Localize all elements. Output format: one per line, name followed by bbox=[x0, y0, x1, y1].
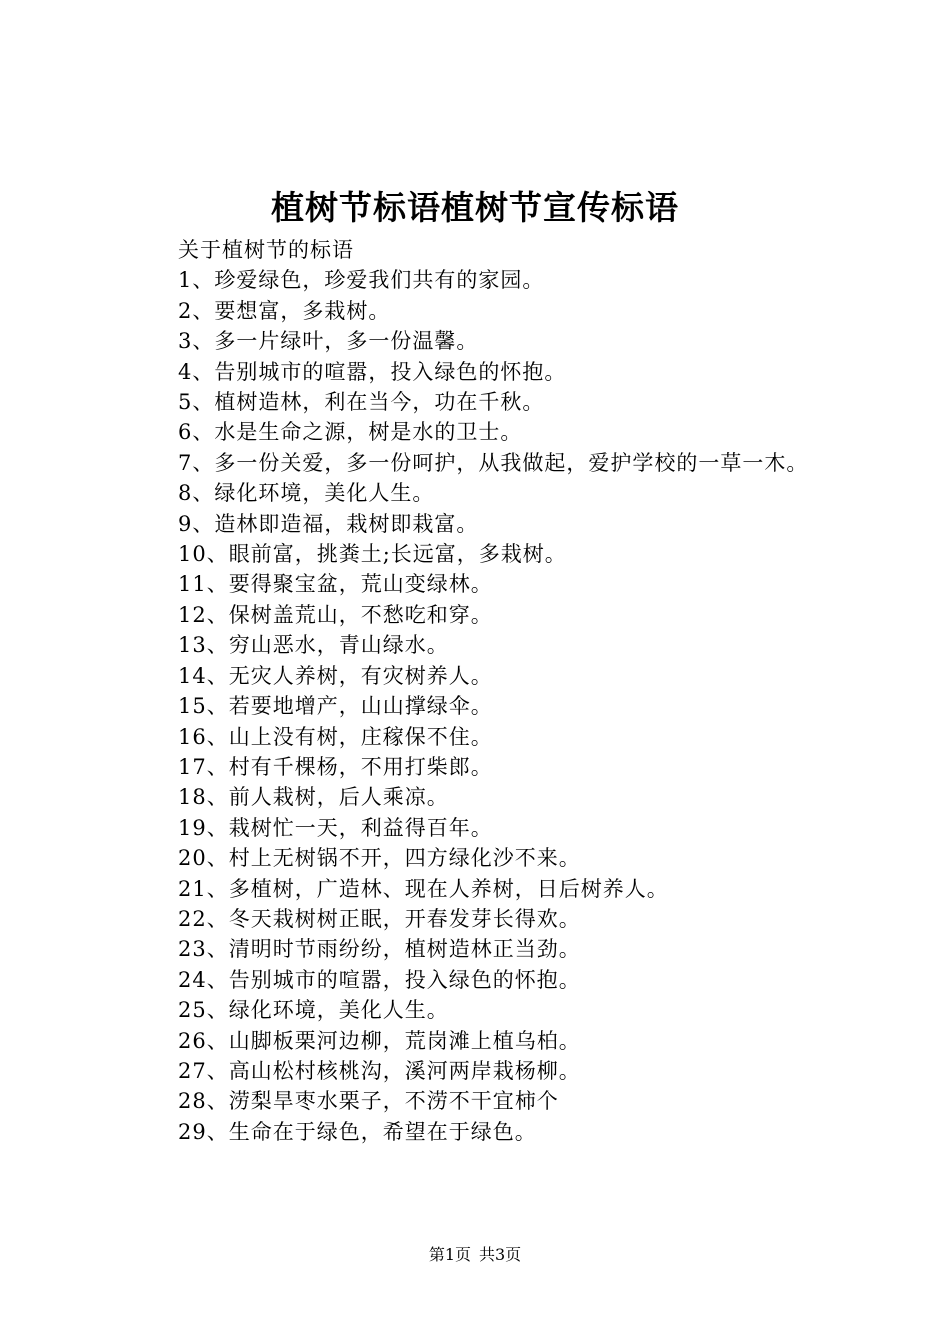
slogan-item: 19、栽树忙一天，利益得百年。 bbox=[178, 815, 493, 840]
slogan-item: 7、多一份关爱，多一份呵护，从我做起，爱护学校的一草一木。 bbox=[178, 450, 809, 475]
page-footer bbox=[0, 1244, 950, 1266]
slogan-item: 12、保树盖荒山，不愁吃和穿。 bbox=[178, 602, 493, 627]
slogan-item: 26、山脚板栗河边柳，荒岗滩上植乌柏。 bbox=[178, 1028, 581, 1053]
paragraph-heading: 关于植树节的标语 bbox=[178, 238, 354, 262]
page-total: 共3页 bbox=[479, 1245, 522, 1264]
slogan-item: 27、高山松村核桃沟，溪河两岸栽杨柳。 bbox=[178, 1058, 581, 1083]
slogan-item: 21、多植树，广造林、现在人养树，日后树养人。 bbox=[178, 876, 669, 901]
slogan-item: 29、生命在于绿色，希望在于绿色。 bbox=[178, 1119, 537, 1144]
slogan-item: 15、若要地增产，山山撑绿伞。 bbox=[178, 694, 493, 719]
slogan-item: 14、无灾人养树，有灾树养人。 bbox=[178, 663, 493, 688]
slogan-item: 17、村有千棵杨，不用打柴郎。 bbox=[178, 754, 493, 779]
slogan-item: 6、水是生命之源，树是水的卫士。 bbox=[178, 420, 523, 445]
document-body bbox=[128, 235, 838, 1147]
slogan-item: 22、冬天栽树树正眠，开春发芽长得欢。 bbox=[178, 906, 581, 931]
slogan-item: 8、绿化环境，美化人生。 bbox=[178, 481, 435, 506]
slogan-item: 2、要想富，多栽树。 bbox=[178, 298, 391, 323]
slogan-item: 16、山上没有树，庄稼保不住。 bbox=[178, 724, 493, 749]
page-number: 第1页 bbox=[428, 1245, 471, 1264]
slogan-item: 3、多一片绿叶，多一份温馨。 bbox=[178, 329, 479, 354]
slogan-item: 24、告别城市的喧嚣，投入绿色的怀抱。 bbox=[178, 967, 581, 992]
slogan-item: 20、村上无树锅不开，四方绿化沙不来。 bbox=[178, 846, 581, 871]
slogan-item: 23、清明时节雨纷纷，植树造林正当劲。 bbox=[178, 937, 581, 962]
slogan-item: 28、涝梨旱枣水栗子，不涝不干宜柿个 bbox=[178, 1089, 559, 1114]
slogan-item: 25、绿化环境，美化人生。 bbox=[178, 998, 449, 1023]
slogan-item: 18、前人栽树，后人乘凉。 bbox=[178, 785, 449, 810]
slogan-item: 5、植树造林，利在当今，功在千秋。 bbox=[178, 390, 545, 415]
slogan-item: 9、造林即造福，栽树即栽富。 bbox=[178, 511, 479, 536]
slogan-item: 10、眼前富，挑粪土;长远富，多栽树。 bbox=[178, 542, 567, 567]
document-title: 植树节标语植树节宣传标语 bbox=[271, 188, 679, 227]
slogan-item: 4、告别城市的喧嚣，投入绿色的怀抱。 bbox=[178, 359, 567, 384]
slogan-item: 13、穷山恶水，青山绿水。 bbox=[178, 633, 449, 658]
slogan-item: 11、要得聚宝盆，荒山变绿林。 bbox=[178, 572, 493, 597]
slogan-item: 1、珍爱绿色，珍爱我们共有的家园。 bbox=[178, 268, 545, 293]
